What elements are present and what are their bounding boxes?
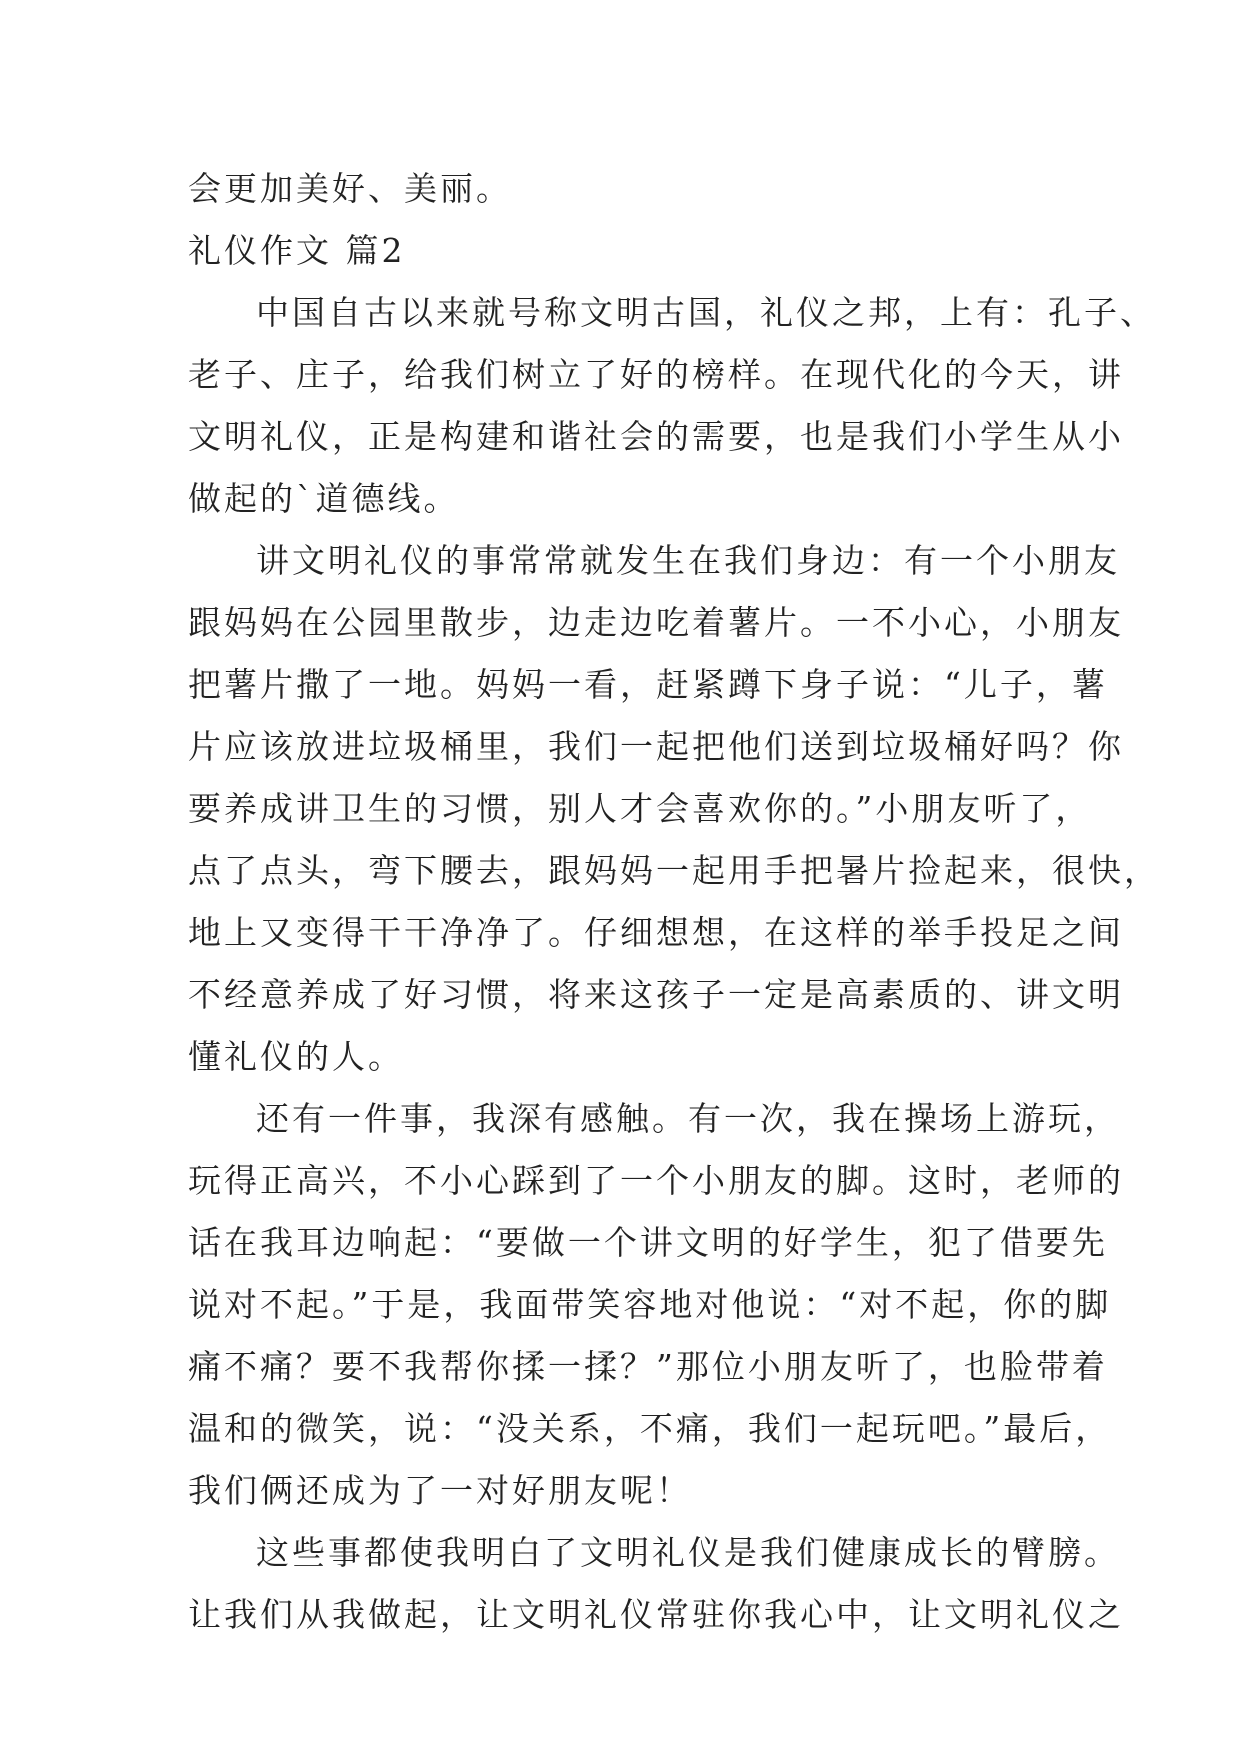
text-line: 地上又变得干干净净了。仔细想想，在这样的举手投足之间 — [188, 913, 1124, 952]
text-line: 会更加美好、美丽。 — [188, 169, 512, 208]
text-line: 我们俩还成为了一对好朋友呢！ — [188, 1471, 692, 1510]
text-line: 做起的`道德线。 — [188, 479, 460, 518]
text-line: 玩得正高兴，不小心踩到了一个小朋友的脚。这时，老师的 — [188, 1161, 1124, 1200]
text-line: 不经意养成了好习惯，将来这孩子一定是高素质的、讲文明 — [188, 975, 1124, 1014]
text-line: 跟妈妈在公园里散步，边走边吃着薯片。一不小心，小朋友 — [188, 603, 1124, 642]
text-line: 点了点头，弯下腰去，跟妈妈一起用手把暑片捡起来，很快， — [188, 851, 1160, 890]
text-line: 痛不痛？要不我帮你揉一揉？”那位小朋友听了，也脸带着 — [188, 1347, 1108, 1386]
text-line: 老子、庄子，给我们树立了好的榜样。在现代化的今天，讲 — [188, 355, 1124, 394]
text-line: 还有一件事，我深有感触。有一次，我在操场上游玩， — [256, 1099, 1120, 1138]
text-line: 讲文明礼仪的事常常就发生在我们身边：有一个小朋友 — [256, 541, 1120, 580]
text-line: 话在我耳边响起：“要做一个讲文明的好学生，犯了借要先 — [188, 1223, 1108, 1262]
document-body — [188, 158, 1160, 1646]
text-line: 懂礼仪的人。 — [188, 1037, 404, 1076]
text-line: 中国自古以来就号称文明古国，礼仪之邦，上有：孔子、 — [256, 293, 1156, 332]
text-line: 把薯片撒了一地。妈妈一看，赶紧蹲下身子说：“儿子，薯 — [188, 665, 1108, 704]
section-heading: 礼仪作文 篇2 — [188, 231, 406, 270]
text-line: 温和的微笑，说：“没关系，不痛，我们一起玩吧。”最后， — [188, 1409, 1112, 1448]
text-line: 要养成讲卫生的习惯，别人才会喜欢你的。”小朋友听了， — [188, 789, 1092, 828]
text-line: 说对不起。”于是，我面带笑容地对他说：“对不起，你的脚 — [188, 1285, 1112, 1324]
text-line: 文明礼仪，正是构建和谐社会的需要，也是我们小学生从小 — [188, 417, 1124, 456]
text-line: 这些事都使我明白了文明礼仪是我们健康成长的臂膀。 — [256, 1533, 1120, 1572]
text-line: 片应该放进垃圾桶里，我们一起把他们送到垃圾桶好吗？你 — [188, 727, 1124, 766]
text-line: 让我们从我做起，让文明礼仪常驻你我心中，让文明礼仪之 — [188, 1595, 1124, 1634]
